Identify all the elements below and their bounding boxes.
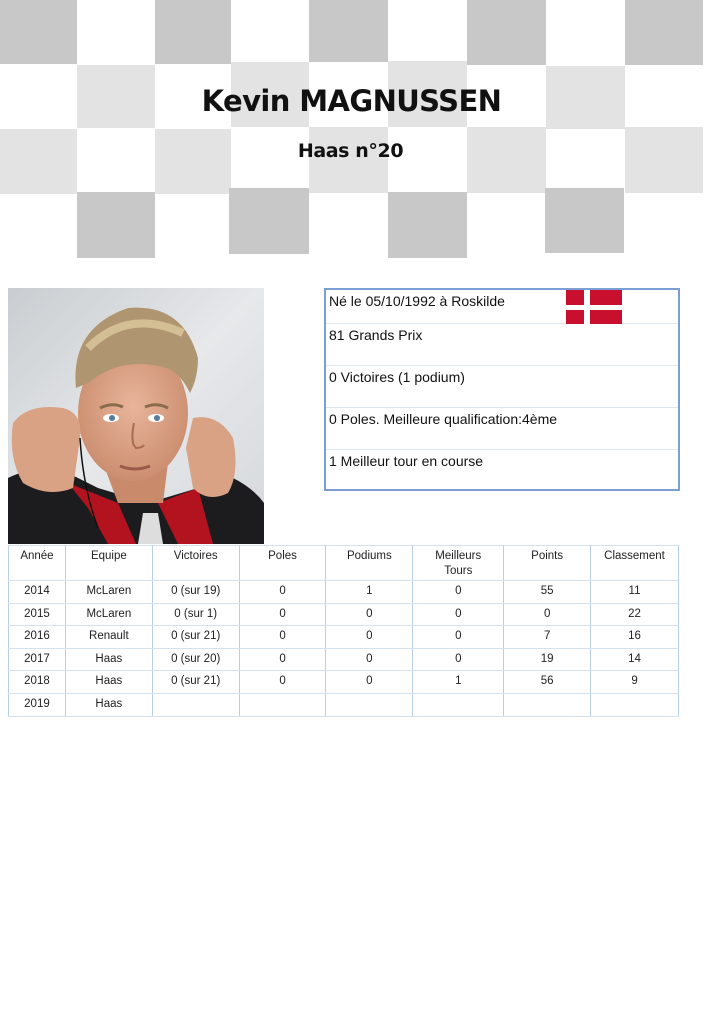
cell-points: 56 <box>504 671 591 694</box>
info-fastest-laps <box>326 450 678 492</box>
checker-square <box>545 188 624 253</box>
cell-poles: 0 <box>239 671 326 694</box>
header-podiums: Podiums <box>326 546 413 581</box>
checker-square <box>0 0 77 64</box>
header-poles: Poles <box>239 546 326 581</box>
driver-info-box <box>324 288 680 491</box>
cell-podiums: 0 <box>326 603 413 626</box>
checker-square <box>77 192 155 258</box>
cell-year: 2017 <box>9 648 66 671</box>
cell-fastest-laps: 0 <box>413 603 504 626</box>
fastest-laps-text: 1 Meilleur tour en course <box>329 453 484 469</box>
cell-poles: 0 <box>239 603 326 626</box>
cell-wins: 0 (sur 21) <box>152 626 239 649</box>
cell-ranking: 16 <box>591 626 679 649</box>
cell-points: 19 <box>504 648 591 671</box>
cell-team: McLaren <box>65 603 152 626</box>
cell-podiums: 0 <box>326 671 413 694</box>
cell-points <box>504 693 591 716</box>
cell-podiums <box>326 693 413 716</box>
table-row <box>9 603 679 626</box>
cell-ranking: 22 <box>591 603 679 626</box>
cell-poles <box>239 693 326 716</box>
checker-square <box>309 0 388 62</box>
cell-poles: 0 <box>239 626 326 649</box>
cell-fastest-laps: 0 <box>413 626 504 649</box>
info-victories <box>326 366 678 408</box>
header-ranking: Classement <box>591 546 679 581</box>
grands-prix-text: 81 Grands Prix <box>329 327 423 343</box>
cell-ranking: 14 <box>591 648 679 671</box>
cell-team: Haas <box>65 648 152 671</box>
table-row <box>9 581 679 604</box>
cell-wins: 0 (sur 21) <box>152 671 239 694</box>
cell-fastest-laps: 1 <box>413 671 504 694</box>
cell-wins: 0 (sur 19) <box>152 581 239 604</box>
header-fastest-laps: Meilleurs Tours <box>413 546 504 581</box>
cell-ranking: 9 <box>591 671 679 694</box>
driver-name: Kevin MAGNUSSEN <box>201 84 502 118</box>
cell-points: 0 <box>504 603 591 626</box>
checker-square <box>467 0 546 65</box>
cell-fastest-laps <box>413 693 504 716</box>
birth-text: Né le 05/10/1992 à Roskilde <box>329 293 505 309</box>
cell-team: Haas <box>65 693 152 716</box>
table-row <box>9 626 679 649</box>
cell-poles: 0 <box>239 581 326 604</box>
header-team: Equipe <box>65 546 152 581</box>
checkered-banner <box>0 0 723 260</box>
cell-year: 2015 <box>9 603 66 626</box>
cell-year: 2018 <box>9 671 66 694</box>
cell-team: Renault <box>65 626 152 649</box>
cell-year: 2014 <box>9 581 66 604</box>
cell-year: 2019 <box>9 693 66 716</box>
cell-poles: 0 <box>239 648 326 671</box>
cell-team: McLaren <box>65 581 152 604</box>
table-row <box>9 671 679 694</box>
cell-fastest-laps: 0 <box>413 648 504 671</box>
info-birth <box>326 290 678 324</box>
cell-wins: 0 (sur 1) <box>152 603 239 626</box>
checker-square <box>229 188 309 254</box>
checker-square <box>388 192 467 258</box>
cell-podiums: 0 <box>326 626 413 649</box>
cell-year: 2016 <box>9 626 66 649</box>
header-wins: Victoires <box>152 546 239 581</box>
cell-ranking: 11 <box>591 581 679 604</box>
cell-fastest-laps: 0 <box>413 581 504 604</box>
cell-wins <box>152 693 239 716</box>
victories-text: 0 Victoires (1 podium) <box>329 369 465 385</box>
cell-points: 55 <box>504 581 591 604</box>
driver-photo <box>8 288 264 544</box>
cell-podiums: 1 <box>326 581 413 604</box>
table-row <box>9 648 679 671</box>
header-points: Points <box>504 546 591 581</box>
table-row <box>9 693 679 716</box>
cell-podiums: 0 <box>326 648 413 671</box>
header-year: Année <box>9 546 66 581</box>
info-poles <box>326 408 678 450</box>
denmark-flag-icon <box>566 290 622 324</box>
cell-ranking <box>591 693 679 716</box>
info-grands-prix <box>326 324 678 366</box>
checker-square <box>625 0 703 65</box>
season-stats-table <box>8 545 679 717</box>
table-header-row <box>9 546 679 581</box>
team-number: Haas n°20 <box>297 140 404 162</box>
cell-team: Haas <box>65 671 152 694</box>
cell-points: 7 <box>504 626 591 649</box>
cell-wins: 0 (sur 20) <box>152 648 239 671</box>
poles-text: 0 Poles. Meilleure qualification:4ème <box>329 411 558 427</box>
checker-square <box>155 0 231 64</box>
